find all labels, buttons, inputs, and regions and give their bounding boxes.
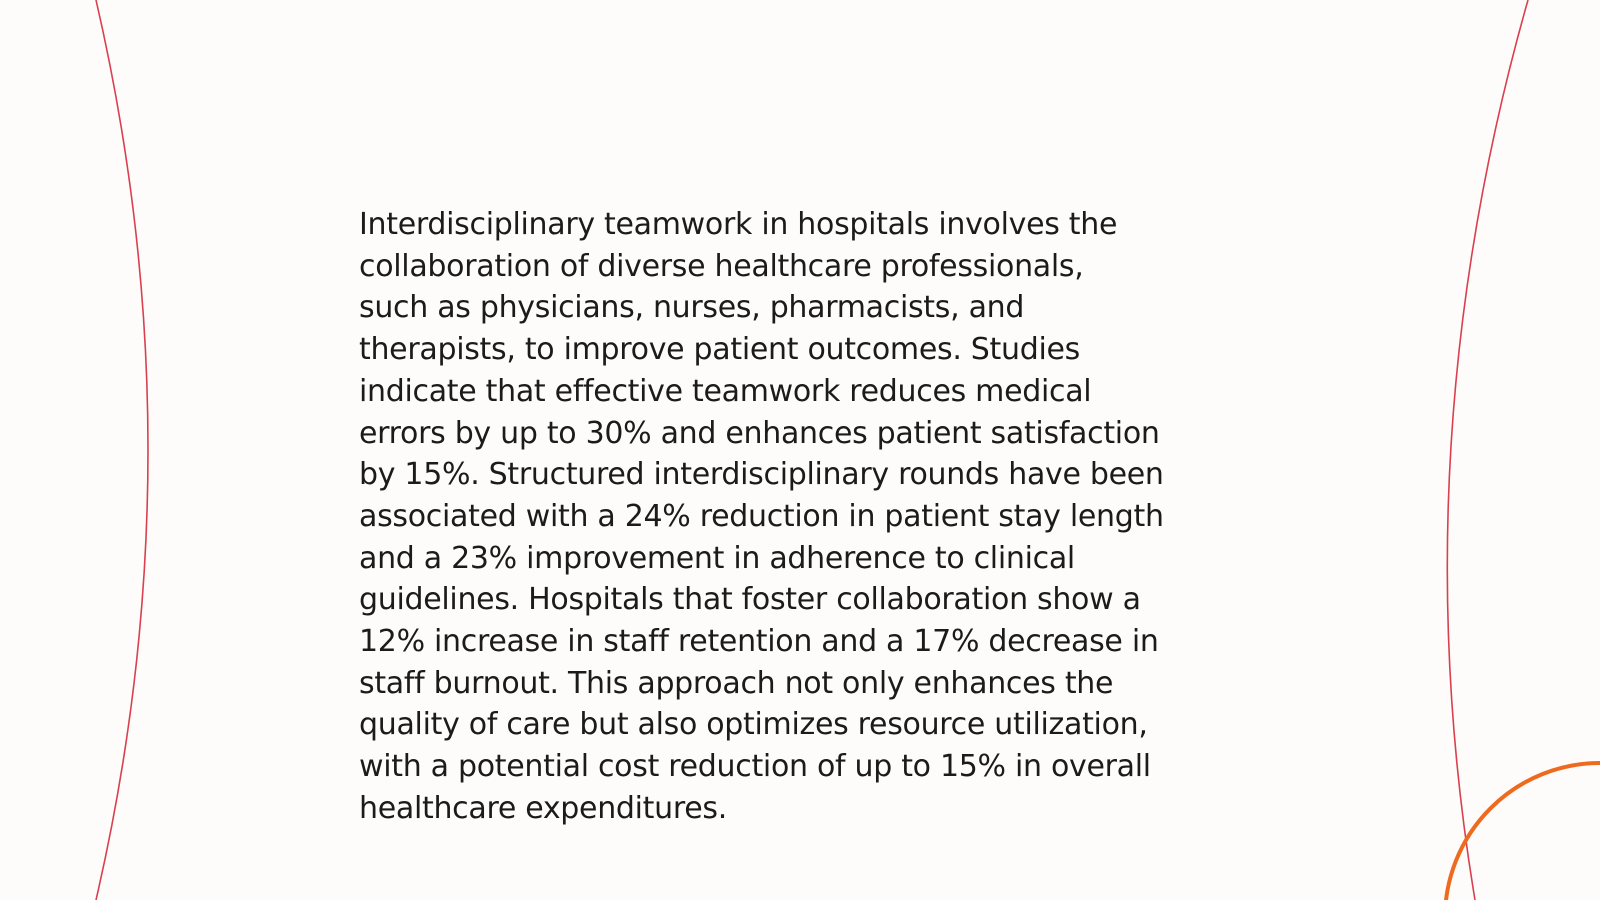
body-line: healthcare expenditures.	[359, 790, 727, 826]
body-line: indicate that effective teamwork reduces medical	[359, 373, 1092, 409]
body-line: associated with a 24% reduction in patient stay length	[359, 498, 1164, 534]
body-line: and a 23% improvement in adherence to clinical	[359, 540, 1075, 576]
left-curve-line	[96, 0, 148, 900]
body-line: collaboration of diverse healthcare professionals,	[359, 248, 1084, 284]
body-line: by 15%. Structured interdisciplinary rounds have been	[359, 457, 1164, 493]
right-curve-line	[1447, 0, 1528, 900]
body-line: with a potential cost reduction of up to 15% in overall	[359, 749, 1151, 785]
body-line: 12% increase in staff retention and a 17% decrease in	[359, 624, 1159, 660]
body-line: errors by up to 30% and enhances patient satisfaction	[359, 415, 1160, 451]
body-paragraph	[359, 204, 1259, 830]
body-line: therapists, to improve patient outcomes. Studies	[359, 332, 1080, 368]
body-line: guidelines. Hospitals that foster collaboration show a	[359, 582, 1141, 618]
body-line: such as physicians, nurses, pharmacists, and	[359, 290, 1025, 326]
orange-accent-arc	[1445, 763, 1600, 900]
body-line: staff burnout. This approach not only enhances the	[359, 665, 1114, 701]
body-line: Interdisciplinary teamwork in hospitals involves the	[359, 207, 1118, 242]
body-line: quality of care but also optimizes resource utilization,	[359, 707, 1148, 743]
